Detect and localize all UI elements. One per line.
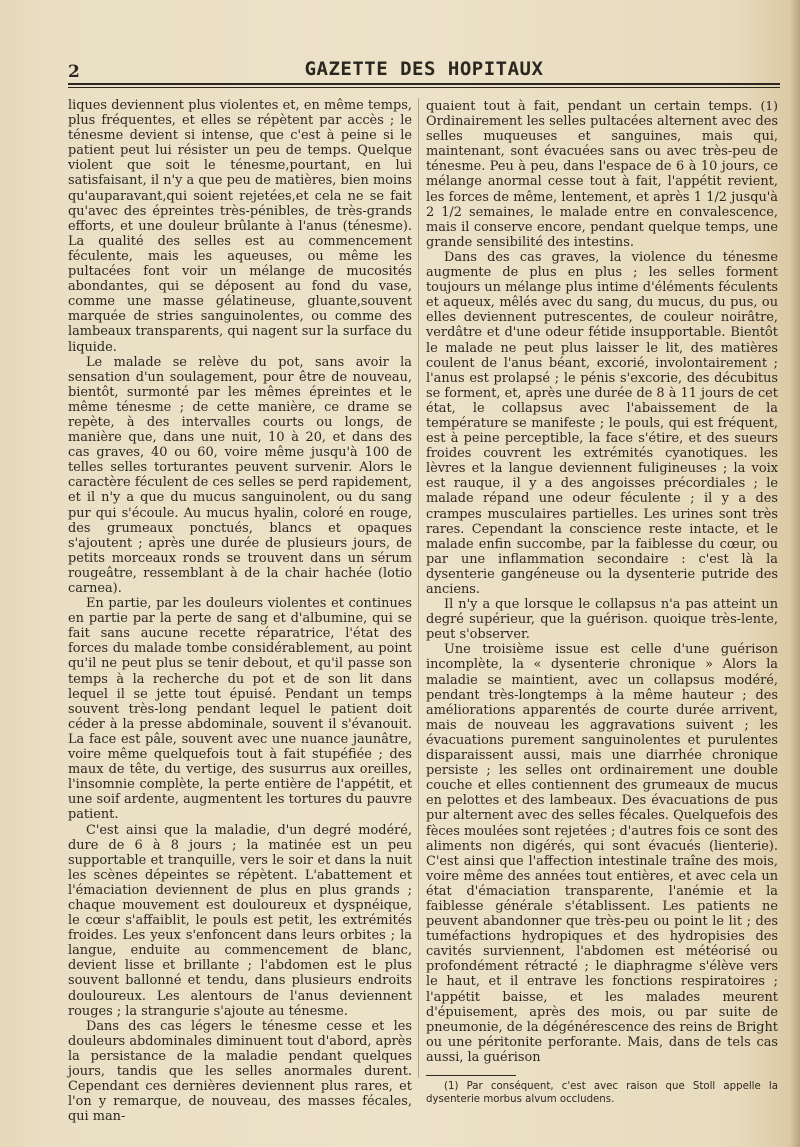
column-divider bbox=[418, 98, 419, 1078]
paragraph: Il n'y a que lorsque le collapsus n'a pas atteint un degré supérieur, que la guérison. quoique très-lente, peut s'observer. bbox=[426, 597, 778, 643]
page-header bbox=[68, 54, 780, 88]
header-rule bbox=[68, 83, 780, 85]
right-column bbox=[426, 98, 778, 1105]
paragraph: Une troisième issue est celle d'une guérison incomplète, la « dysenterie chronique » Alors la maladie se maintient, avec un collapsus modéré, pendant très-longtemps à la même hauteur ; des améliorations apparentés de courte durée arrivent, mais de nouveau les aggravations suivent ; les évacuations purement sanguinolentes et purulentes disparaissent aussi, mais une diarrhée chronique persiste ; les selles ont ordinairement une double couche et elles contiennent des grumeaux de mucus en pelottes et des lambeaux. Des évacuations de pus pur alternent avec des selles fécales. Quelquefois des fèces moulées sont rejetées ; d'autres fois ce sont des aliments non digérés, qui sont évacués (lienterie). C'est ainsi que l'affection intestinale traîne des mois, voire même des années tout entières, et avec cela un état d'émaciation transparente, l'anémie et la faiblesse générale s'établissent. Les patients ne peuvent abandonner que très-peu ou point le lit ; des tuméfactions hydropiques et des hydropisies des cavités surviennent, l'abdomen est météorisé ou profondément rétracté ; le diaphragme s'élève vers le haut, et il entrave les fonctions respiratoires ; l'appétit baisse, et les malades meurent d'épuisement, après des mois, ou par suite de pneumonie, de la dégénérescence des reins de Bright ou une péritonite perforante. Mais, dans de tels cas aussi, la guérison bbox=[426, 642, 778, 1065]
page-number: 2 bbox=[68, 62, 80, 82]
paragraph: Dans des cas graves, la violence du ténesme augmente de plus en plus ; les selles forment toujours un mélange plus intime d'éléments féculents et aqueux, mêlés avec du sang, du mucus, du pus, ou elles deviennent putrescentes, de couleur noirâtre, verdâtre et d'une odeur fétide insupportable. Bientôt le malade ne peut plus laisser le lit, des matières coulent de l'anus béant, excorié, involontairement ; l'anus est prolapsé ; le pénis s'excorie, des décubitus se forment, et, après une durée de 8 à 11 jours de cet état, le collapsus avec l'abaissement de la température se manifeste ; le pouls, qui est fréquent, est à peine perceptible, la face s'étire, et des sueurs froides couvrent les extrémités cyanotiques. les lèvres et la langue deviennent fuligineuses ; la voix est rauque, il y a des angoisses précordiales ; le malade répand une odeur féculente ; il y a des crampes musculaires partielles. Les urines sont très rares. Cependant la conscience reste intacte, et le malade enfin succombe, par la faiblesse du cœur, ou par une inflammation secondaire : c'est là la dysenterie gangéneuse ou la dysenterie putride des anciens. bbox=[426, 249, 778, 597]
paragraph: C'est ainsi que la maladie, d'un degré modéré, dure de 6 à 8 jours ; la matinée est un peu supportable et tranquille, vers le soir et dans la nuit les scènes dépeintes se répètent. L'abattement et l'émaciation deviennent de plus en plus grands ; chaque mouvement est douloureux et dyspnéique, le cœur s'affaiblit, le pouls est petit, les extrémités froides. Les yeux s'enfoncent dans leurs orbites ; la langue, enduite au commencement de blanc, devient lisse et brillante ; l'abdomen est le plus souvent ballonné et tendu, dans plusieurs endroits douloureux. Les alentours de l'anus deviennent rouges ; la strangurie s'ajoute au ténesme. bbox=[68, 822, 412, 1019]
binding-shadow bbox=[790, 0, 800, 1147]
paragraph: Dans des cas légers le ténesme cesse et les douleurs abdominales diminuent tout d'abord, après la persistance de la maladie pendant quelques jours, tandis que les selles anormales durent. Cependant ces dernières deviennent plus rares, et l'on y remarque, de nouveau, des masses fécales, qui man- bbox=[68, 1018, 412, 1125]
running-title: GAZETTE DES HOPITAUX bbox=[304, 58, 544, 80]
paragraph-text: Ordinairement les selles pultacées alternent avec des selles muqueuses et sanguines, mais qui, maintenant, sont évacuées sans ou avec très-peu de ténesme. Peu à peu, dans l'espace de 6 à 10 jours, ce mélange anormal cesse tout à fait, l'appétit revient, les forces de même, lentement, et après 1 1/2 jusqu'à 2 1/2 semaines, le malade entre en convalescence, mais il conserve encore, pendant quelque temps, une grande sensibilité des intestins. bbox=[426, 114, 778, 250]
left-column bbox=[68, 98, 412, 1125]
footnote-reference: (1) bbox=[760, 98, 778, 113]
paragraph: liques deviennent plus violentes et, en même temps, plus fréquentes, et elles se répètent par accès ; le ténesme devient si intense, que c'est à peine si le patient peut lui résister un peu de temps. Quelque violent que soit le ténesme,pourtant, en lui satisfaisant, il n'y a que peu de matières, bien moins qu'auparavant,qui soient rejetées,et cela ne se fait qu'avec des épreintes très-pénibles, de très-grands efforts, et une douleur brûlante à l'anus (ténesme). La qualité des selles est au commencement féculente, mais les aqueuses, ou même les pultacées font voir un mélange de mucosités abondantes, qui se déposent au fond du vase, comme une masse gélatineuse, gluante,souvent marquée de stries sanguinolentes, ou comme des lambeaux transparents, qui nagent sur la surface du liquide. bbox=[68, 98, 412, 355]
footnote: (1) Par conséquent, c'est avec raison que Stoll appelle la dysenterie morbus alvum occludens. bbox=[426, 1081, 778, 1105]
header-rule-thin bbox=[68, 87, 780, 88]
paragraph-text: quaient tout à fait, pendant un certain temps. bbox=[426, 99, 753, 114]
paragraph bbox=[426, 98, 778, 250]
paragraph: Le malade se relève du pot, sans avoir la sensation d'un soulagement, pour être de nouveau, bientôt, surmonté par les mêmes épreintes et le même ténesme ; de cette manière, ce drame se repète, à des intervalles courts ou longs, de manière que, dans une nuit, 10 à 20, et dans des cas graves, 40 ou 60, voire même jusqu'à 100 de telles selles torturantes peuvent survenir. Alors le caractère féculent de ces selles se perd rapidement, et il n'y a que du mucus sanguinolent, ou du sang pur qui s'écoule. Au mucus hyalin, coloré en rouge, des grumeaux ponctués, blancs et opaques s'ajoutent ; après une durée de plusieurs jours, de petits morceaux ronds se trouvent dans un sérum rougeâtre, ressemblant à de la chair hachée (lotio carnea). bbox=[68, 354, 412, 596]
footnote-rule bbox=[426, 1075, 516, 1076]
paragraph: En partie, par les douleurs violentes et continues en partie par la perte de sang et d'albumine, qui se fait sans aucune recette réparatrice, l'état des forces du malade tombe considérablement, au point qu'il ne peut plus se tenir debout, et qu'il passe son temps à la recherche du pot et de son lit dans lequel il se jette tout épuisé. Pendant un temps souvent très-long pendant lequel le patient doit céder à la presse abdominale, souvent il s'évanouit. La face est pâle, souvent avec une nuance jaunâtre, voire même quelquefois tout à fait stupéfiée ; des maux de tête, du vertige, des susurrus aux oreilles, l'insomnie complète, la perte entière de l'appétit, et une soif ardente, augmentent les tortures du pauvre patient. bbox=[68, 596, 412, 823]
